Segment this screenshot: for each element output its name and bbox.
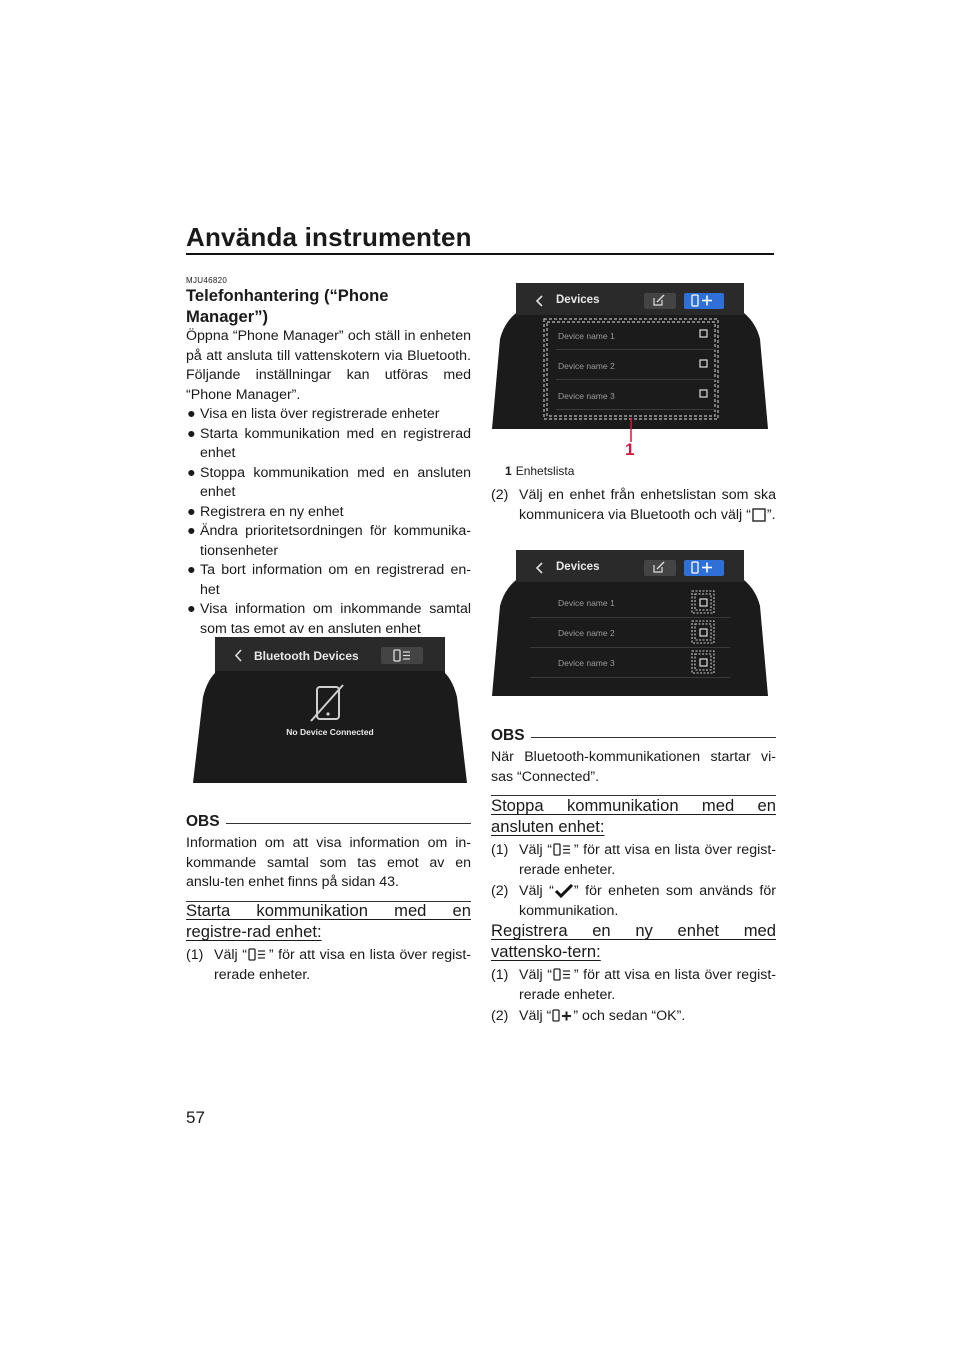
section-title: Telefonhantering (“Phone Manager”) [186,286,389,326]
phone-add-icon [551,1009,573,1023]
figure-caption: 1 Enhetslista [505,464,575,478]
start-steps [186,946,471,985]
checkbox-icon [751,508,767,522]
list-item: ● Visa en lista över registrerade enheter [187,406,440,422]
start-section [186,900,471,987]
no-device-message: No Device Connected [286,727,374,737]
register-section [491,920,776,1029]
device-name-2: Device name 2 [558,628,615,638]
start-steps-cont [491,486,776,525]
start-step-2 [491,486,776,527]
obs-text: När Bluetooth-kommunikationen startar vi-sas “Connected”. [491,749,776,785]
register-section-title: Registrera en ny enhet med vattensko-tern: [491,921,776,961]
device-name-1: Device name 1 [558,598,615,608]
list-item: ● Ändra prioritetsordningen för kommunika-tionsenheter [187,523,471,559]
screen-title: Devices [556,294,600,306]
list-item: ● Registrera en ny enhet [187,503,344,520]
divider [556,409,716,410]
obs-note-1 [186,812,471,902]
device-name-3: Device name 3 [558,391,615,401]
divider [530,617,730,618]
stop-section-title: Stoppa kommunikation med en ansluten enhet: [491,796,776,836]
stop-steps [491,841,776,921]
step-item: (2) Välj “ ” och sedan “OK”. [491,1008,686,1024]
phone-list-icon [552,968,574,982]
divider [556,379,716,380]
devices-screen-list [492,283,768,429]
obs-note-2 [491,726,776,796]
obs-text: Information om att visa information om in-kommande samtal som tas emot av en anslu-ten enhet finns på sidan 43. [186,835,471,890]
step-item: (2) Välj “ ” för enheten som används för kommunikation. [491,883,776,919]
feature-list [186,405,471,639]
phone-list-icon [552,843,574,857]
screen-frame [492,550,768,696]
stop-section [491,795,776,923]
list-item: ● Visa information om inkommande samtal som tas emot av en ansluten enhet [187,601,471,637]
phone-list-icon [247,948,269,962]
step-item: (1) Välj “ ” för att visa en lista över regist-rerade enheter. [491,842,776,878]
register-steps [491,966,776,1027]
step-item: (1) Välj “ ” för att visa en lista över regist-rerade enheter. [491,967,776,1003]
callout-number: 1 [625,440,635,459]
page-header-title: Använda instrumenten [186,222,472,252]
step-item: (2) Välj en enhet från enhetslistan som ska kommunicera via Bluetooth och välj “ ”. [491,487,776,523]
left-column [186,276,471,639]
divider [530,677,730,678]
start-section-title: Starta kommunikation med en registre-rad enhet: [186,901,471,941]
divider [530,647,730,648]
screen-title: Bluetooth Devices [254,649,359,663]
device-name-3: Device name 3 [558,658,615,668]
section-intro: Öppna “Phone Manager” och ställ in enheten på att ansluta till vattenskotern via Bluetooth. Följande inställningar kan utföras med “Phone Manager”. [186,328,471,403]
devices-screen-select [492,550,768,696]
screen-title: Devices [556,561,600,573]
header-rule [186,253,774,255]
obs-heading: OBS [186,812,471,832]
list-item: ● Stoppa kommunikation med en ansluten enhet [187,464,471,500]
obs-heading: OBS [491,726,776,746]
checkmark-icon [554,884,574,898]
list-item: ● Starta kommunikation med en registrerad enhet [187,425,471,461]
screen-frame [492,283,768,429]
list-item: ● Ta bort information om en registrerad en-het [187,562,471,598]
device-name-2: Device name 2 [558,361,615,371]
page-number: 57 [186,1108,205,1127]
device-name-1: Device name 1 [558,331,615,341]
bluetooth-devices-screen [193,637,467,783]
step-item: (1) Välj “ ” för att visa en lista över regist-rerade enheter. [186,947,471,983]
divider [556,349,716,350]
section-code: MJU46820 [186,276,228,285]
